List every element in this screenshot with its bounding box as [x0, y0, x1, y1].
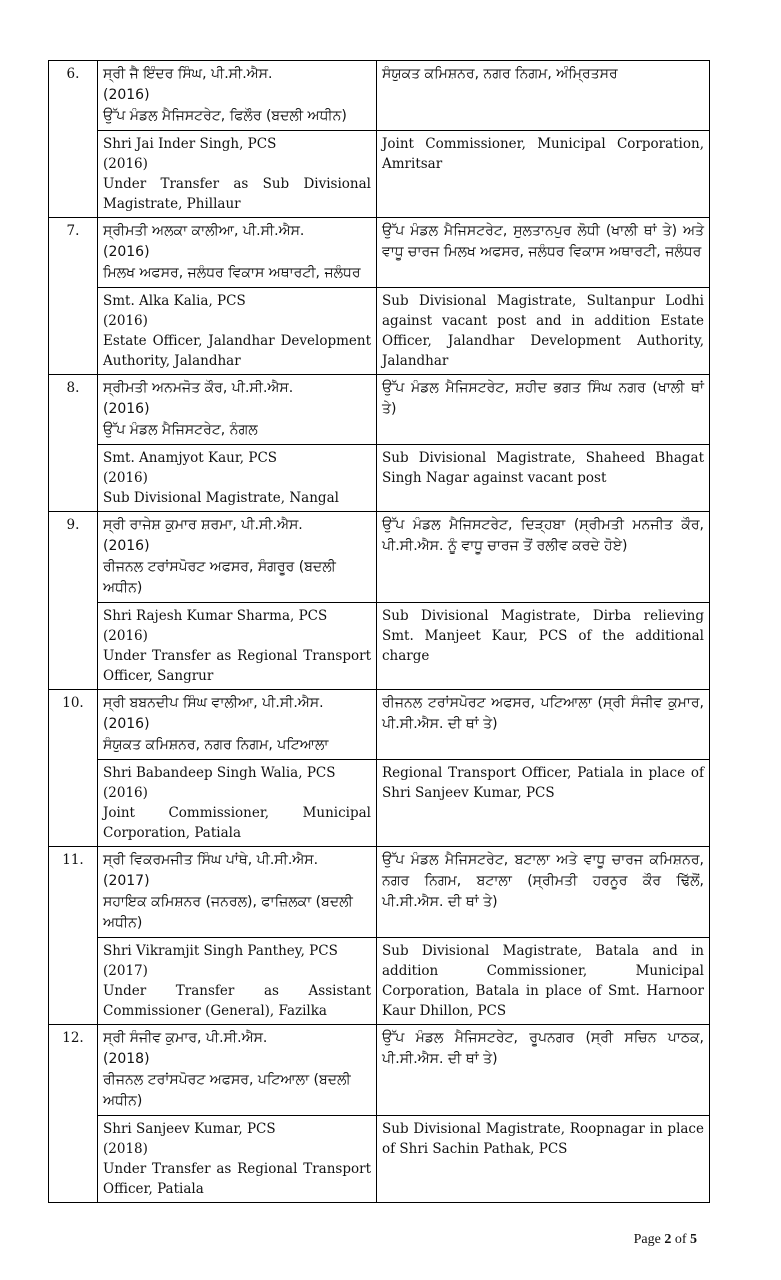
table-row-english — [49, 288, 710, 375]
table-row-punjabi — [49, 375, 710, 445]
page-total: 5 — [690, 1232, 697, 1247]
table-row-punjabi — [49, 218, 710, 288]
english-officer-details — [98, 131, 377, 218]
punjabi-posting: ਉੱਪ ਮੰਡਲ ਮੈਜਿਸਟਰੇਟ, ਸ਼ਹੀਦ ਭਗਤ ਸਿੰਘ ਨਗਰ (ਖਾਲੀ ਥਾਂ ਤੇ) — [377, 375, 710, 445]
punjabi-officer-line: (2016) — [103, 244, 150, 260]
punjabi-officer-line: (2016) — [103, 87, 150, 103]
of-label: of — [674, 1232, 687, 1247]
punjabi-officer-line: (2016) — [103, 538, 150, 554]
english-officer-details — [98, 938, 377, 1025]
table-row-punjabi — [49, 1025, 710, 1116]
punjabi-officer-line: ਸੰਯੁਕਤ ਕਮਿਸ਼ਨਰ, ਨਗਰ ਨਿਗਮ, ਪਟਿਆਲਾ — [103, 737, 329, 753]
transfer-orders-table-container — [48, 60, 710, 1203]
punjabi-officer-line: ਮਿਲਖ ਅਫਸਰ, ਜਲੰਧਰ ਵਿਕਾਸ ਅਥਾਰਟੀ, ਜਲੰਧਰ — [103, 265, 361, 281]
english-officer-line: (2017) — [103, 963, 148, 979]
punjabi-posting: ਸੰਯੁਕਤ ਕਮਿਸ਼ਨਰ, ਨਗਰ ਨਿਗਮ, ਅੰਮ੍ਰਿਤਸਰ — [377, 61, 710, 131]
table-row-english — [49, 760, 710, 847]
english-officer-details — [98, 445, 377, 512]
english-posting: Sub Divisional Magistrate, Roopnagar in place of Shri Sachin Pathak, PCS — [377, 1116, 710, 1203]
table-row-punjabi — [49, 690, 710, 760]
english-posting: Sub Divisional Magistrate, Shaheed Bhagat Singh Nagar against vacant post — [377, 445, 710, 512]
page-label: Page — [633, 1232, 661, 1247]
english-officer-line: Estate Officer, Jalandhar Development Authority, Jalandhar — [103, 333, 371, 369]
serial-number: 12. — [49, 1025, 98, 1203]
serial-number: 8. — [49, 375, 98, 512]
punjabi-officer-details — [98, 218, 377, 288]
transfer-orders-table — [48, 60, 710, 1203]
punjabi-posting: ਉੱਪ ਮੰਡਲ ਮੈਜਿਸਟਰੇਟ, ਦਿੜ੍ਹਬਾ (ਸ੍ਰੀਮਤੀ ਮਨਜੀਤ ਕੌਰ, ਪੀ.ਸੀ.ਐਸ. ਨੂੰ ਵਾਧੂ ਚਾਰਜ ਤੋਂ ਰਲੀਵ ਕਰਦੇ ਹੋਏ) — [377, 512, 710, 603]
english-officer-line: Under Transfer as Regional Transport Officer, Patiala — [103, 1161, 371, 1197]
english-officer-line: Shri Babandeep Singh Walia, PCS — [103, 765, 336, 781]
english-officer-line: Joint Commissioner, Municipal Corporation, Patiala — [103, 805, 371, 841]
punjabi-officer-line: ਸ੍ਰੀ ਰਾਜੇਸ਼ ਕੁਮਾਰ ਸ਼ਰਮਾ, ਪੀ.ਸੀ.ਐਸ. — [103, 517, 303, 533]
punjabi-officer-details — [98, 690, 377, 760]
page-number: 2 — [664, 1232, 672, 1247]
punjabi-officer-line: ਸ੍ਰੀ ਜੈ ਇੰਦਰ ਸਿੰਘ, ਪੀ.ਸੀ.ਐਸ. — [103, 66, 273, 82]
table-row-english — [49, 445, 710, 512]
table-row-english — [49, 603, 710, 690]
english-officer-line: (2018) — [103, 1141, 148, 1157]
english-officer-details — [98, 603, 377, 690]
punjabi-officer-details — [98, 847, 377, 938]
english-officer-line: Shri Vikramjit Singh Panthey, PCS — [103, 943, 338, 959]
punjabi-officer-line: (2018) — [103, 1051, 150, 1067]
punjabi-posting: ਉੱਪ ਮੰਡਲ ਮੈਜਿਸਟਰੇਟ, ਬਟਾਲਾ ਅਤੇ ਵਾਧੂ ਚਾਰਜ ਕਮਿਸ਼ਨਰ, ਨਗਰ ਨਿਗਮ, ਬਟਾਲਾ (ਸ੍ਰੀਮਤੀ ਹਰਨੂਰ ਕੌਰ ਢਿੱਲੋਂ, ਪੀ.ਸੀ.ਐਸ. ਦੀ ਥਾਂ ਤੇ) — [377, 847, 710, 938]
english-officer-line: (2016) — [103, 313, 148, 329]
punjabi-posting: ਰੀਜਨਲ ਟਰਾਂਸਪੋਰਟ ਅਫਸਰ, ਪਟਿਆਲਾ (ਸ੍ਰੀ ਸੰਜੀਵ ਕੁਮਾਰ, ਪੀ.ਸੀ.ਐਸ. ਦੀ ਥਾਂ ਤੇ) — [377, 690, 710, 760]
punjabi-officer-line: ਉੱਪ ਮੰਡਲ ਮੈਜਿਸਟਰੇਟ, ਨੰਗਲ — [103, 422, 258, 438]
english-officer-line: Shri Sanjeev Kumar, PCS — [103, 1121, 276, 1137]
table-row-punjabi — [49, 512, 710, 603]
english-posting: Regional Transport Officer, Patiala in place of Shri Sanjeev Kumar, PCS — [377, 760, 710, 847]
english-officer-line: (2016) — [103, 156, 148, 172]
english-officer-line: Shri Jai Inder Singh, PCS — [103, 136, 277, 152]
english-officer-details — [98, 1116, 377, 1203]
table-row-english — [49, 131, 710, 218]
serial-number: 9. — [49, 512, 98, 690]
punjabi-officer-line: ਸ੍ਰੀ ਸੰਜੀਵ ਕੁਮਾਰ, ਪੀ.ਸੀ.ਐਸ. — [103, 1030, 268, 1046]
table-row-english — [49, 1116, 710, 1203]
serial-number: 7. — [49, 218, 98, 375]
punjabi-officer-line: ਉੱਪ ਮੰਡਲ ਮੈਜਿਸਟਰੇਟ, ਫਿਲੌਰ (ਬਦਲੀ ਅਧੀਨ) — [103, 108, 347, 124]
english-officer-line: (2016) — [103, 628, 148, 644]
english-officer-line: Under Transfer as Sub Divisional Magistrate, Phillaur — [103, 176, 371, 212]
punjabi-officer-line: ਰੀਜਨਲ ਟਰਾਂਸਪੋਰਟ ਅਫਸਰ, ਪਟਿਆਲਾ (ਬਦਲੀ ਅਧੀਨ) — [103, 1072, 351, 1109]
english-officer-details — [98, 288, 377, 375]
punjabi-officer-line: (2017) — [103, 873, 150, 889]
punjabi-officer-line: ਰੀਜਨਲ ਟਰਾਂਸਪੋਰਟ ਅਫਸਰ, ਸੰਗਰੂਰ (ਬਦਲੀ ਅਧੀਨ) — [103, 559, 336, 596]
table-row-punjabi — [49, 847, 710, 938]
punjabi-officer-line: ਸ੍ਰੀਮਤੀ ਅਨਮਜੋਤ ਕੌਰ, ਪੀ.ਸੀ.ਐਸ. — [103, 380, 294, 396]
english-officer-details — [98, 760, 377, 847]
english-officer-line: Shri Rajesh Kumar Sharma, PCS — [103, 608, 328, 624]
punjabi-officer-line: (2016) — [103, 716, 150, 732]
serial-number: 10. — [49, 690, 98, 847]
punjabi-posting: ਉੱਪ ਮੰਡਲ ਮੈਜਿਸਟਰੇਟ, ਰੂਪਨਗਰ (ਸ੍ਰੀ ਸਚਿਨ ਪਾਠਕ, ਪੀ.ਸੀ.ਐਸ. ਦੀ ਥਾਂ ਤੇ) — [377, 1025, 710, 1116]
english-officer-line: (2016) — [103, 785, 148, 801]
table-row-punjabi — [49, 61, 710, 131]
punjabi-officer-line: ਸਹਾਇਕ ਕਮਿਸ਼ਨਰ (ਜਨਰਲ), ਫਾਜ਼ਿਲਕਾ (ਬਦਲੀ ਅਧੀਨ) — [103, 894, 353, 931]
english-officer-line: Under Transfer as Regional Transport Officer, Sangrur — [103, 648, 371, 684]
english-officer-line: Sub Divisional Magistrate, Nangal — [103, 490, 339, 506]
english-posting: Sub Divisional Magistrate, Batala and in addition Commissioner, Municipal Corporation, Batala in place of Smt. Harnoor Kaur Dhillon, PCS — [377, 938, 710, 1025]
english-posting: Sub Divisional Magistrate, Sultanpur Lodhi against vacant post and in addition Estate Officer, Jalandhar Development Authority, Jalandhar — [377, 288, 710, 375]
punjabi-officer-details — [98, 1025, 377, 1116]
table-row-english — [49, 938, 710, 1025]
page-footer — [634, 1232, 697, 1248]
serial-number: 11. — [49, 847, 98, 1025]
punjabi-officer-line: ਸ੍ਰੀਮਤੀ ਅਲਕਾ ਕਾਲੀਆ, ਪੀ.ਸੀ.ਐਸ. — [103, 223, 305, 239]
punjabi-officer-line: ਸ੍ਰੀ ਬਬਨਦੀਪ ਸਿੰਘ ਵਾਲੀਆ, ਪੀ.ਸੀ.ਐਸ. — [103, 695, 324, 711]
english-posting: Sub Divisional Magistrate, Dirba relieving Smt. Manjeet Kaur, PCS of the additional charge — [377, 603, 710, 690]
english-officer-line: Smt. Alka Kalia, PCS — [103, 293, 246, 309]
serial-number: 6. — [49, 61, 98, 218]
punjabi-officer-line: (2016) — [103, 401, 150, 417]
punjabi-officer-details — [98, 375, 377, 445]
punjabi-posting: ਉੱਪ ਮੰਡਲ ਮੈਜਿਸਟਰੇਟ, ਸੁਲਤਾਨਪੁਰ ਲੋਧੀ (ਖਾਲੀ ਥਾਂ ਤੇ) ਅਤੇ ਵਾਧੂ ਚਾਰਜ ਮਿਲਖ ਅਫਸਰ, ਜਲੰਧਰ ਵਿਕਾਸ ਅਥਾਰਟੀ, ਜਲੰਧਰ — [377, 218, 710, 288]
table-body — [49, 61, 710, 1203]
english-officer-line: Smt. Anamjyot Kaur, PCS — [103, 450, 278, 466]
english-posting: Joint Commissioner, Municipal Corporation, Amritsar — [377, 131, 710, 218]
punjabi-officer-details — [98, 61, 377, 131]
punjabi-officer-details — [98, 512, 377, 603]
english-officer-line: (2016) — [103, 470, 148, 486]
punjabi-officer-line: ਸ੍ਰੀ ਵਿਕਰਮਜੀਤ ਸਿੰਘ ਪਾਂਥੇ, ਪੀ.ਸੀ.ਐਸ. — [103, 852, 319, 868]
english-officer-line: Under Transfer as Assistant Commissioner (General), Fazilka — [103, 983, 371, 1019]
